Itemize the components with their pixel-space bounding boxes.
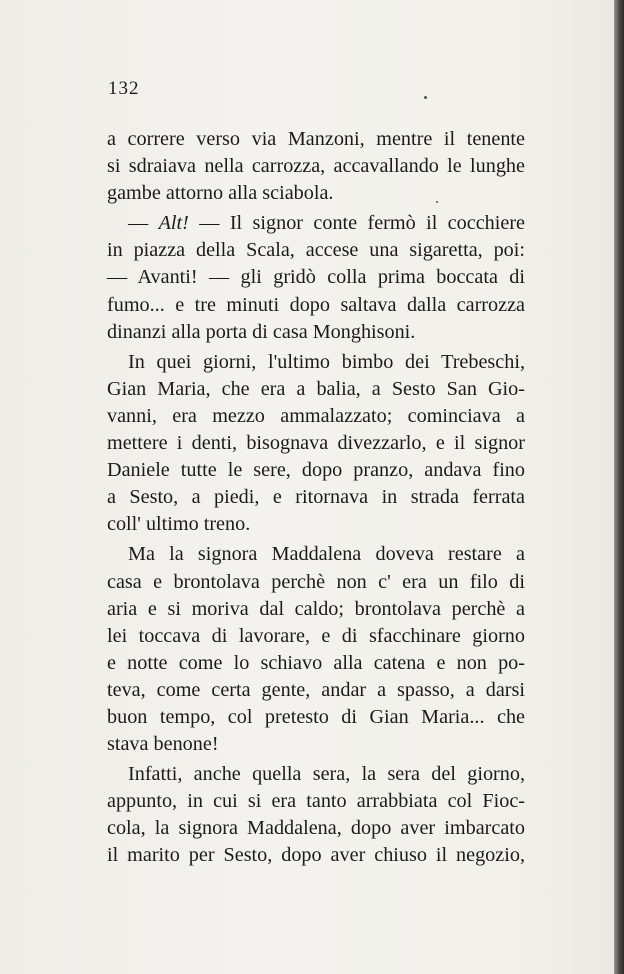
text-line bbox=[107, 210, 525, 237]
text-line: Ma la signora Maddalena doveva restare a bbox=[128, 543, 525, 566]
text-line: buon tempo, col pretesto di Gian Maria... che bbox=[107, 705, 525, 728]
text-line: mettere i denti, bisognava divezzarlo, e il signor bbox=[107, 432, 525, 455]
text-line: cola, la signora Maddalena, dopo aver imbarcato bbox=[107, 817, 525, 840]
text-line: a Sesto, a piedi, e ritornava in strada ferrata bbox=[107, 486, 525, 509]
text-line: in piazza della Scala, accese una sigaretta, poi: bbox=[107, 239, 525, 262]
text-line: lei toccava di lavorare, e di sfacchinare giorno bbox=[107, 624, 525, 647]
text-line: aria e si moriva dal caldo; brontolava perchè a bbox=[107, 597, 525, 620]
text-line: Infatti, anche quella sera, la sera del giorno, bbox=[128, 763, 525, 786]
text-line: casa e brontolava perchè non c' era un filo di bbox=[107, 570, 525, 593]
text-line: il marito per Sesto, dopo aver chiuso il negozio, bbox=[107, 844, 525, 867]
text-line: Gian Maria, che era a balia, a Sesto San Gio- bbox=[107, 377, 525, 400]
text-line: si sdraiava nella carrozza, accavallando le lunghe bbox=[107, 155, 525, 178]
body-text bbox=[107, 126, 525, 870]
text-line: e notte come lo schiavo alla catena e non po- bbox=[107, 651, 525, 674]
text-line: In quei giorni, l'ultimo bimbo dei Trebeschi, bbox=[128, 350, 525, 373]
text-fragment: — Il signor conte fermò il cocchiere bbox=[199, 212, 526, 235]
text-line: teva, come certa gente, andar a spasso, a darsi bbox=[107, 678, 525, 701]
text-line: dinanzi alla porta di casa Monghisoni. bbox=[107, 320, 416, 343]
text-line: vanni, era mezzo ammalazzato; cominciava a bbox=[107, 404, 525, 427]
dash: — bbox=[128, 212, 149, 235]
text-line: coll' ultimo treno. bbox=[107, 513, 251, 536]
paper-speck bbox=[424, 96, 427, 99]
text-line: appunto, in cui si era tanto arrabbiata col Fioc- bbox=[107, 790, 525, 813]
text-line: stava benone! bbox=[107, 733, 219, 756]
text-line: Daniele tutte le sere, dopo pranzo, andava fino bbox=[107, 459, 525, 482]
text-line: a correre verso via Manzoni, mentre il tenente bbox=[107, 128, 525, 150]
page-number: 132 bbox=[108, 78, 140, 99]
italic-exclamation: Alt! bbox=[158, 212, 189, 235]
text-line: gambe attorno alla sciabola. bbox=[107, 182, 334, 205]
book-spine-shadow bbox=[614, 0, 624, 974]
text-line: fumo... e tre minuti dopo saltava dalla carrozza bbox=[107, 293, 525, 316]
text-line: — Avanti! — gli gridò colla prima boccata di bbox=[107, 266, 525, 289]
